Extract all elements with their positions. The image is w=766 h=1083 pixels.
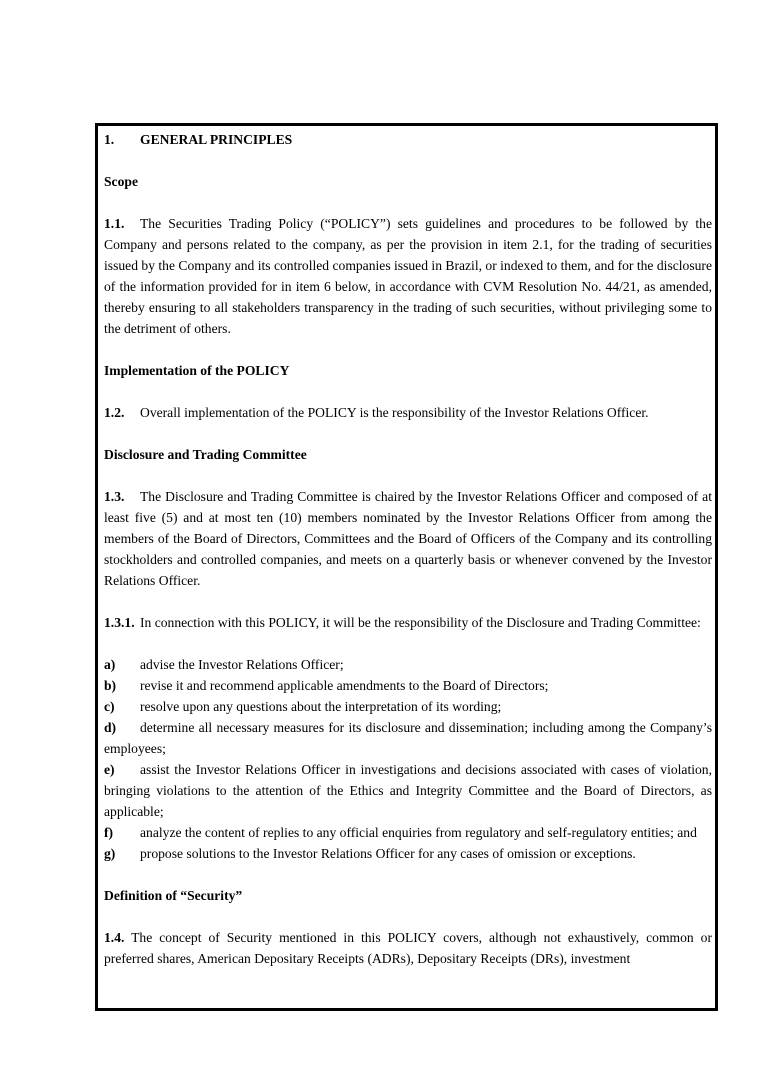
- paragraph-1-2-text: Overall implementation of the POLICY is the responsibility of the Investor Relations Officer.: [140, 405, 649, 420]
- list-item-label: b): [104, 678, 117, 693]
- scope-title: Scope: [104, 174, 138, 189]
- paragraph-1-3-1-text: In connection with this POLICY, it will be the responsibility of the Disclosure and Trading Committee:: [140, 615, 701, 630]
- paragraph-1-4: [104, 927, 712, 969]
- paragraph-1-2: [104, 402, 712, 423]
- list-item-label: e): [104, 762, 115, 777]
- list-item: [104, 654, 712, 675]
- list-item-label: a): [104, 657, 116, 672]
- list-item-text: advise the Investor Relations Officer;: [140, 657, 344, 672]
- section-heading: [104, 129, 712, 150]
- list-item-text: analyze the content of replies to any official enquiries from regulatory and self-regulatory entities; and: [140, 825, 697, 840]
- paragraph-1-1-number: 1.1.: [104, 216, 125, 231]
- paragraph-1-3-text: The Disclosure and Trading Committee is chaired by the Investor Relations Officer and composed of at least five (5) and at most ten (10) members nominated by the Investor Relations Officer from among the members of the Board of Directors, Committees and the Board of Officers of the Company and its controlling stockholders and controlled companies, and meets on a quarterly basis or whenever convened by the Investor Relations Officer.: [104, 489, 712, 588]
- list-item-text: assist the Investor Relations Officer in investigations and decisions associated with cases of violation, bringing violations to the attention of the Ethics and Integrity Committee and the Board of Directors, as applicable;: [104, 762, 712, 819]
- list-item-label: f): [104, 825, 114, 840]
- list-item: [104, 822, 712, 843]
- section-title: GENERAL PRINCIPLES: [140, 132, 293, 147]
- list-item-label: c): [104, 699, 115, 714]
- list-item-text: determine all necessary measures for its disclosure and dissemination; including among the Company’s employees;: [104, 720, 712, 756]
- committee-title: Disclosure and Trading Committee: [104, 447, 307, 462]
- paragraph-1-3-1: [104, 612, 712, 633]
- paragraph-1-2-number: 1.2.: [104, 405, 125, 420]
- section-number: 1.: [104, 132, 115, 147]
- document-content: [104, 126, 712, 969]
- list-item: [104, 843, 712, 864]
- list-item-text: revise it and recommend applicable amendments to the Board of Directors;: [140, 678, 549, 693]
- list-item-text: propose solutions to the Investor Relations Officer for any cases of omission or exceptions.: [140, 846, 636, 861]
- list-item-label: d): [104, 720, 117, 735]
- list-item: [104, 717, 712, 759]
- paragraph-1-4-number: 1.4.: [104, 930, 125, 945]
- paragraph-1-3-1-number: 1.3.1.: [104, 615, 135, 630]
- security-title: Definition of “Security”: [104, 888, 243, 903]
- document-frame: [95, 123, 718, 1011]
- paragraph-1-4-text: The concept of Security mentioned in this POLICY covers, although not exhaustively, common or preferred shares, American Depositary Receipts (ADRs), Depositary Receipts (DRs), investment: [104, 930, 712, 966]
- list-item-label: g): [104, 846, 116, 861]
- list-item: [104, 696, 712, 717]
- list-item: [104, 759, 712, 822]
- list-item-text: resolve upon any questions about the interpretation of its wording;: [140, 699, 502, 714]
- paragraph-1-3-number: 1.3.: [104, 489, 125, 504]
- paragraph-1-1: [104, 213, 712, 339]
- paragraph-1-1-text: The Securities Trading Policy (“POLICY”) sets guidelines and procedures to be followed by the Company and persons related to the company, as per the provision in item 2.1, for the trading of securities issued by the Company and its controlled companies issued in Brazil, or indexed to them, and for the disclosure of the information provided for in item 6 below, in accordance with CVM Resolution No. 44/21, as amended, thereby ensuring to all stakeholders transparency in the trading of such securities, without privileging some to the detriment of others.: [104, 216, 712, 336]
- implementation-title: Implementation of the POLICY: [104, 363, 290, 378]
- list-item: [104, 675, 712, 696]
- paragraph-1-3: [104, 486, 712, 591]
- responsibility-list: [104, 654, 712, 864]
